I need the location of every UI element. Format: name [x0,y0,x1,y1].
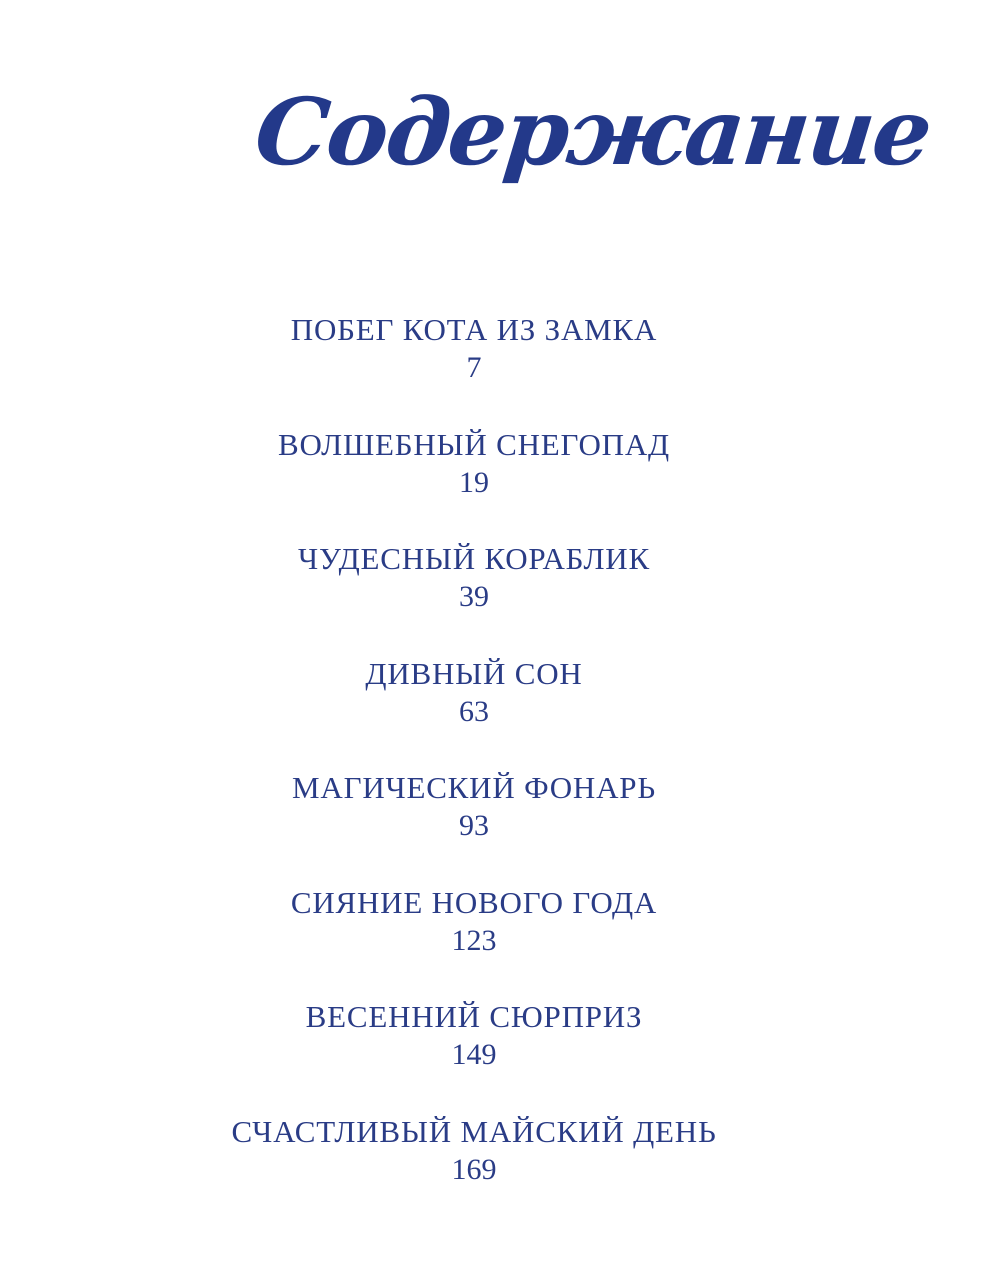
toc-entry-page-number: 123 [451,923,497,957]
toc-entry-title: ЧУДЕСНЫЙ КОРАБЛИК [298,541,650,576]
toc-entry[interactable] [0,539,948,654]
toc-entry[interactable] [0,425,948,540]
toc-entry[interactable] [0,654,948,769]
toc-entry[interactable] [0,310,948,425]
page-title: Содержание [250,78,936,186]
toc-entry-page-number: 63 [459,694,489,728]
toc-entry-page-number: 19 [459,465,489,499]
toc-entry-title: СИЯНИЕ НОВОГО ГОДА [290,884,658,920]
toc-entry[interactable] [0,997,948,1112]
toc-entry-page-number: 169 [451,1152,497,1186]
toc-entry-page-number: 149 [451,1038,497,1071]
toc-entry-page-number: 39 [459,580,489,613]
toc-entry[interactable] [0,1112,948,1227]
toc-entry-title: МАГИЧЕСКИЙ ФОНАРЬ [292,770,656,805]
toc-entry[interactable] [0,883,948,998]
toc-entry-page-number: 7 [466,351,482,384]
toc-entry-title: ДИВНЫЙ СОН [365,655,583,691]
toc-entry-title: ВЕСЕННИЙ СЮРПРИЗ [305,999,643,1034]
toc-entry[interactable] [0,768,948,883]
toc-entry-title: СЧАСТЛИВЫЙ МАЙСКИЙ ДЕНЬ [231,1113,717,1149]
toc-entry-page-number: 93 [459,809,489,842]
toc-entry-title: ВОЛШЕБНЫЙ СНЕГОПАД [278,426,670,462]
table-of-contents [0,310,948,1226]
toc-entry-title: ПОБЕГ КОТА ИЗ ЗАМКА [290,312,658,347]
